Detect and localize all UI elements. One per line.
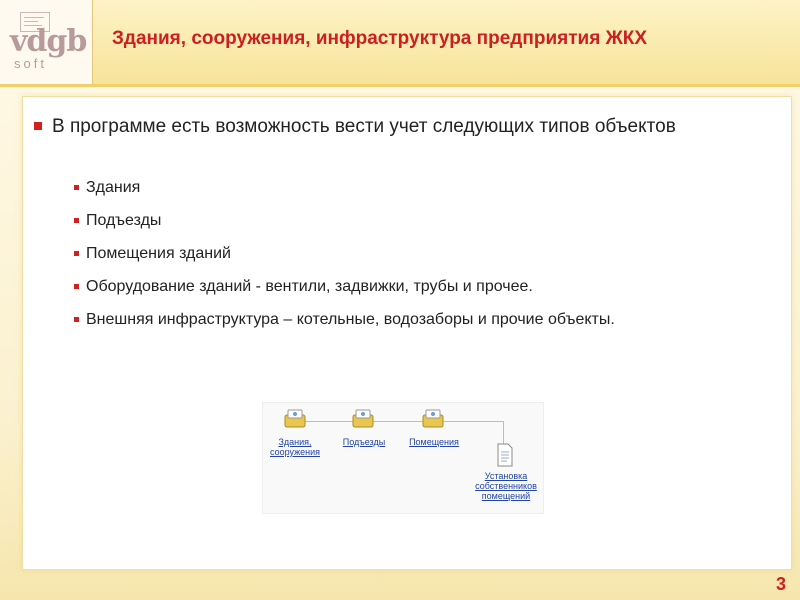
logo-subtext: soft [14,56,47,71]
list-item-text: Помещения зданий [86,245,231,262]
logo-text: vdgb [10,24,87,59]
header-divider [0,84,800,87]
node-owners-link[interactable]: Установка собственников помещений [475,471,537,501]
main-point-text: В программе есть возможность вести учет следующих типов объектов [52,116,676,137]
list-item [74,244,615,277]
bullet-marker [74,251,79,256]
document-icon[interactable] [495,443,515,467]
slide-header [0,0,800,84]
main-bullet-marker [34,122,42,130]
node-entrances-link[interactable]: Подъезды [342,437,386,447]
list-item [74,211,615,244]
company-logo [0,0,93,84]
bullet-marker [74,218,79,223]
list-item-text: Подъезды [86,212,162,229]
connector-line [503,421,504,445]
list-item [74,178,615,211]
page-number: 3 [775,574,786,594]
catalog-folder-icon[interactable] [421,409,445,429]
sub-point-list [74,178,615,343]
list-item [74,277,615,310]
catalog-folder-icon[interactable] [351,409,375,429]
list-item-text: Внешняя инфраструктура – котельные, водозаборы и прочие объекты. [86,311,615,328]
bullet-marker [74,185,79,190]
connector-line [445,421,503,422]
node-buildings-link[interactable]: Здания, сооружения [269,437,320,457]
structure-diagram [262,402,544,514]
list-item-text: Здания [86,179,141,196]
list-item-text: Оборудование зданий - вентили, задвижки, трубы и прочее. [86,278,533,295]
node-rooms-link[interactable]: Помещения [409,437,459,447]
list-item [74,310,615,343]
catalog-folder-icon[interactable] [283,409,307,429]
bullet-marker [74,284,79,289]
slide-title: Здания, сооружения, инфраструктура предприятия ЖКХ [112,28,648,49]
bullet-marker [74,317,79,322]
